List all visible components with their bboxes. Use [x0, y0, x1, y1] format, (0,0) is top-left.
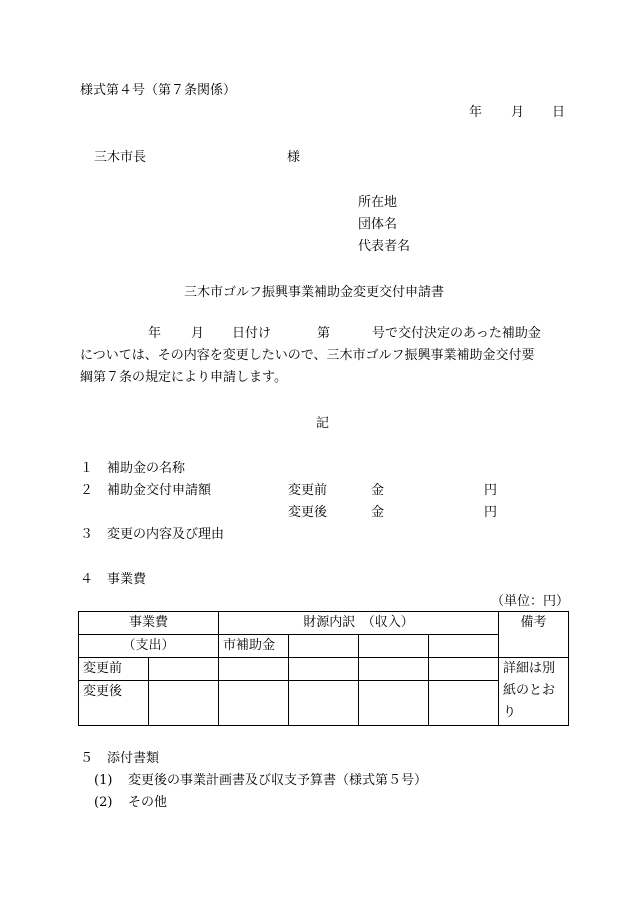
applicant-address-label: 所在地 [358, 195, 398, 210]
form-number: 様式第４号（第７条関係） [80, 83, 237, 98]
table-header-row [79, 612, 569, 635]
before-expense-cell [149, 658, 219, 681]
header-remarks: 備考 [499, 612, 569, 658]
addressee-name: 三木市長 [94, 150, 147, 165]
date-month: 月 [511, 105, 525, 120]
ki-heading: 記 [316, 416, 330, 431]
item1-number: １ [80, 461, 94, 476]
before-fund-cell-1 [289, 658, 359, 681]
item3-label: 変更の内容及び理由 [107, 527, 225, 542]
item2-label: 補助金交付申請額 [107, 483, 212, 498]
date-day: 日 [552, 105, 566, 120]
after-expense-cell [149, 681, 219, 726]
body-dai: 第 [317, 326, 331, 341]
item2-after-label: 変更後 [288, 505, 328, 520]
funding-cell-blank-3 [429, 635, 499, 658]
item4-number: ４ [80, 572, 94, 587]
funding-cell-blank-1 [289, 635, 359, 658]
body-month: 月 [191, 326, 205, 341]
attachment-2-text: その他 [128, 795, 168, 810]
item2-before-yen: 円 [484, 483, 498, 498]
body-line-3: 綱第７条の規定により申請します。 [80, 370, 287, 385]
body-line-2: については、その内容を変更したいので、三木市ゴルフ振興事業補助金交付要 [80, 348, 535, 363]
body-paragraph [80, 323, 570, 389]
after-fund-cell-2 [359, 681, 429, 726]
item5-number: ５ [80, 751, 94, 766]
item2-before-label: 変更前 [288, 483, 328, 498]
body-line1-rest: 号で交付決定のあった補助金 [372, 326, 541, 341]
after-fund-cell-1 [289, 681, 359, 726]
after-city-cell [219, 681, 289, 726]
document-title: 三木市ゴルフ振興事業補助金変更交付申請書 [184, 285, 445, 300]
item1-label: 補助金の名称 [107, 461, 186, 476]
item2-after-yen: 円 [484, 505, 498, 520]
attachment-1-text: 変更後の事業計画書及び収支予算書（様式第５号） [128, 773, 428, 788]
before-city-cell [219, 658, 289, 681]
unit-label: （単位：円） [491, 594, 570, 609]
attachment-1-number: (1) [94, 773, 113, 788]
header-expense-sub: （支出） [79, 635, 219, 658]
header-funding: 財源内訳 （収入） [219, 612, 499, 635]
applicant-representative-label: 代表者名 [358, 239, 411, 254]
item2-before-kin: 金 [371, 483, 385, 498]
addressee-honorific: 様 [287, 150, 301, 165]
body-dated: 日付け [232, 326, 272, 341]
item3-number: ３ [80, 527, 94, 542]
row-before-label: 変更前 [79, 658, 149, 681]
table-row-after [79, 681, 569, 726]
attachment-2-number: (2) [94, 795, 113, 810]
header-city-subsidy: 市補助金 [219, 635, 289, 658]
item2-number: ２ [80, 483, 94, 498]
body-year: 年 [148, 326, 162, 341]
date-year: 年 [469, 105, 483, 120]
item4-label: 事業費 [107, 572, 147, 587]
body-line-1 [80, 323, 570, 345]
table-subheader-row [79, 635, 569, 658]
cost-table [78, 611, 569, 726]
before-fund-cell-3 [429, 658, 499, 681]
item2-after-kin: 金 [371, 505, 385, 520]
remarks-text: 詳細は別紙のとおり [503, 661, 556, 720]
after-fund-cell-3 [429, 681, 499, 726]
row-after-label: 変更後 [79, 681, 149, 726]
funding-cell-blank-2 [359, 635, 429, 658]
header-expense: 事業費 [79, 612, 219, 635]
before-fund-cell-2 [359, 658, 429, 681]
item5-label: 添付書類 [107, 751, 160, 766]
applicant-group-label: 団体名 [358, 217, 398, 232]
remarks-cell [499, 658, 569, 726]
table-row-before [79, 658, 569, 681]
